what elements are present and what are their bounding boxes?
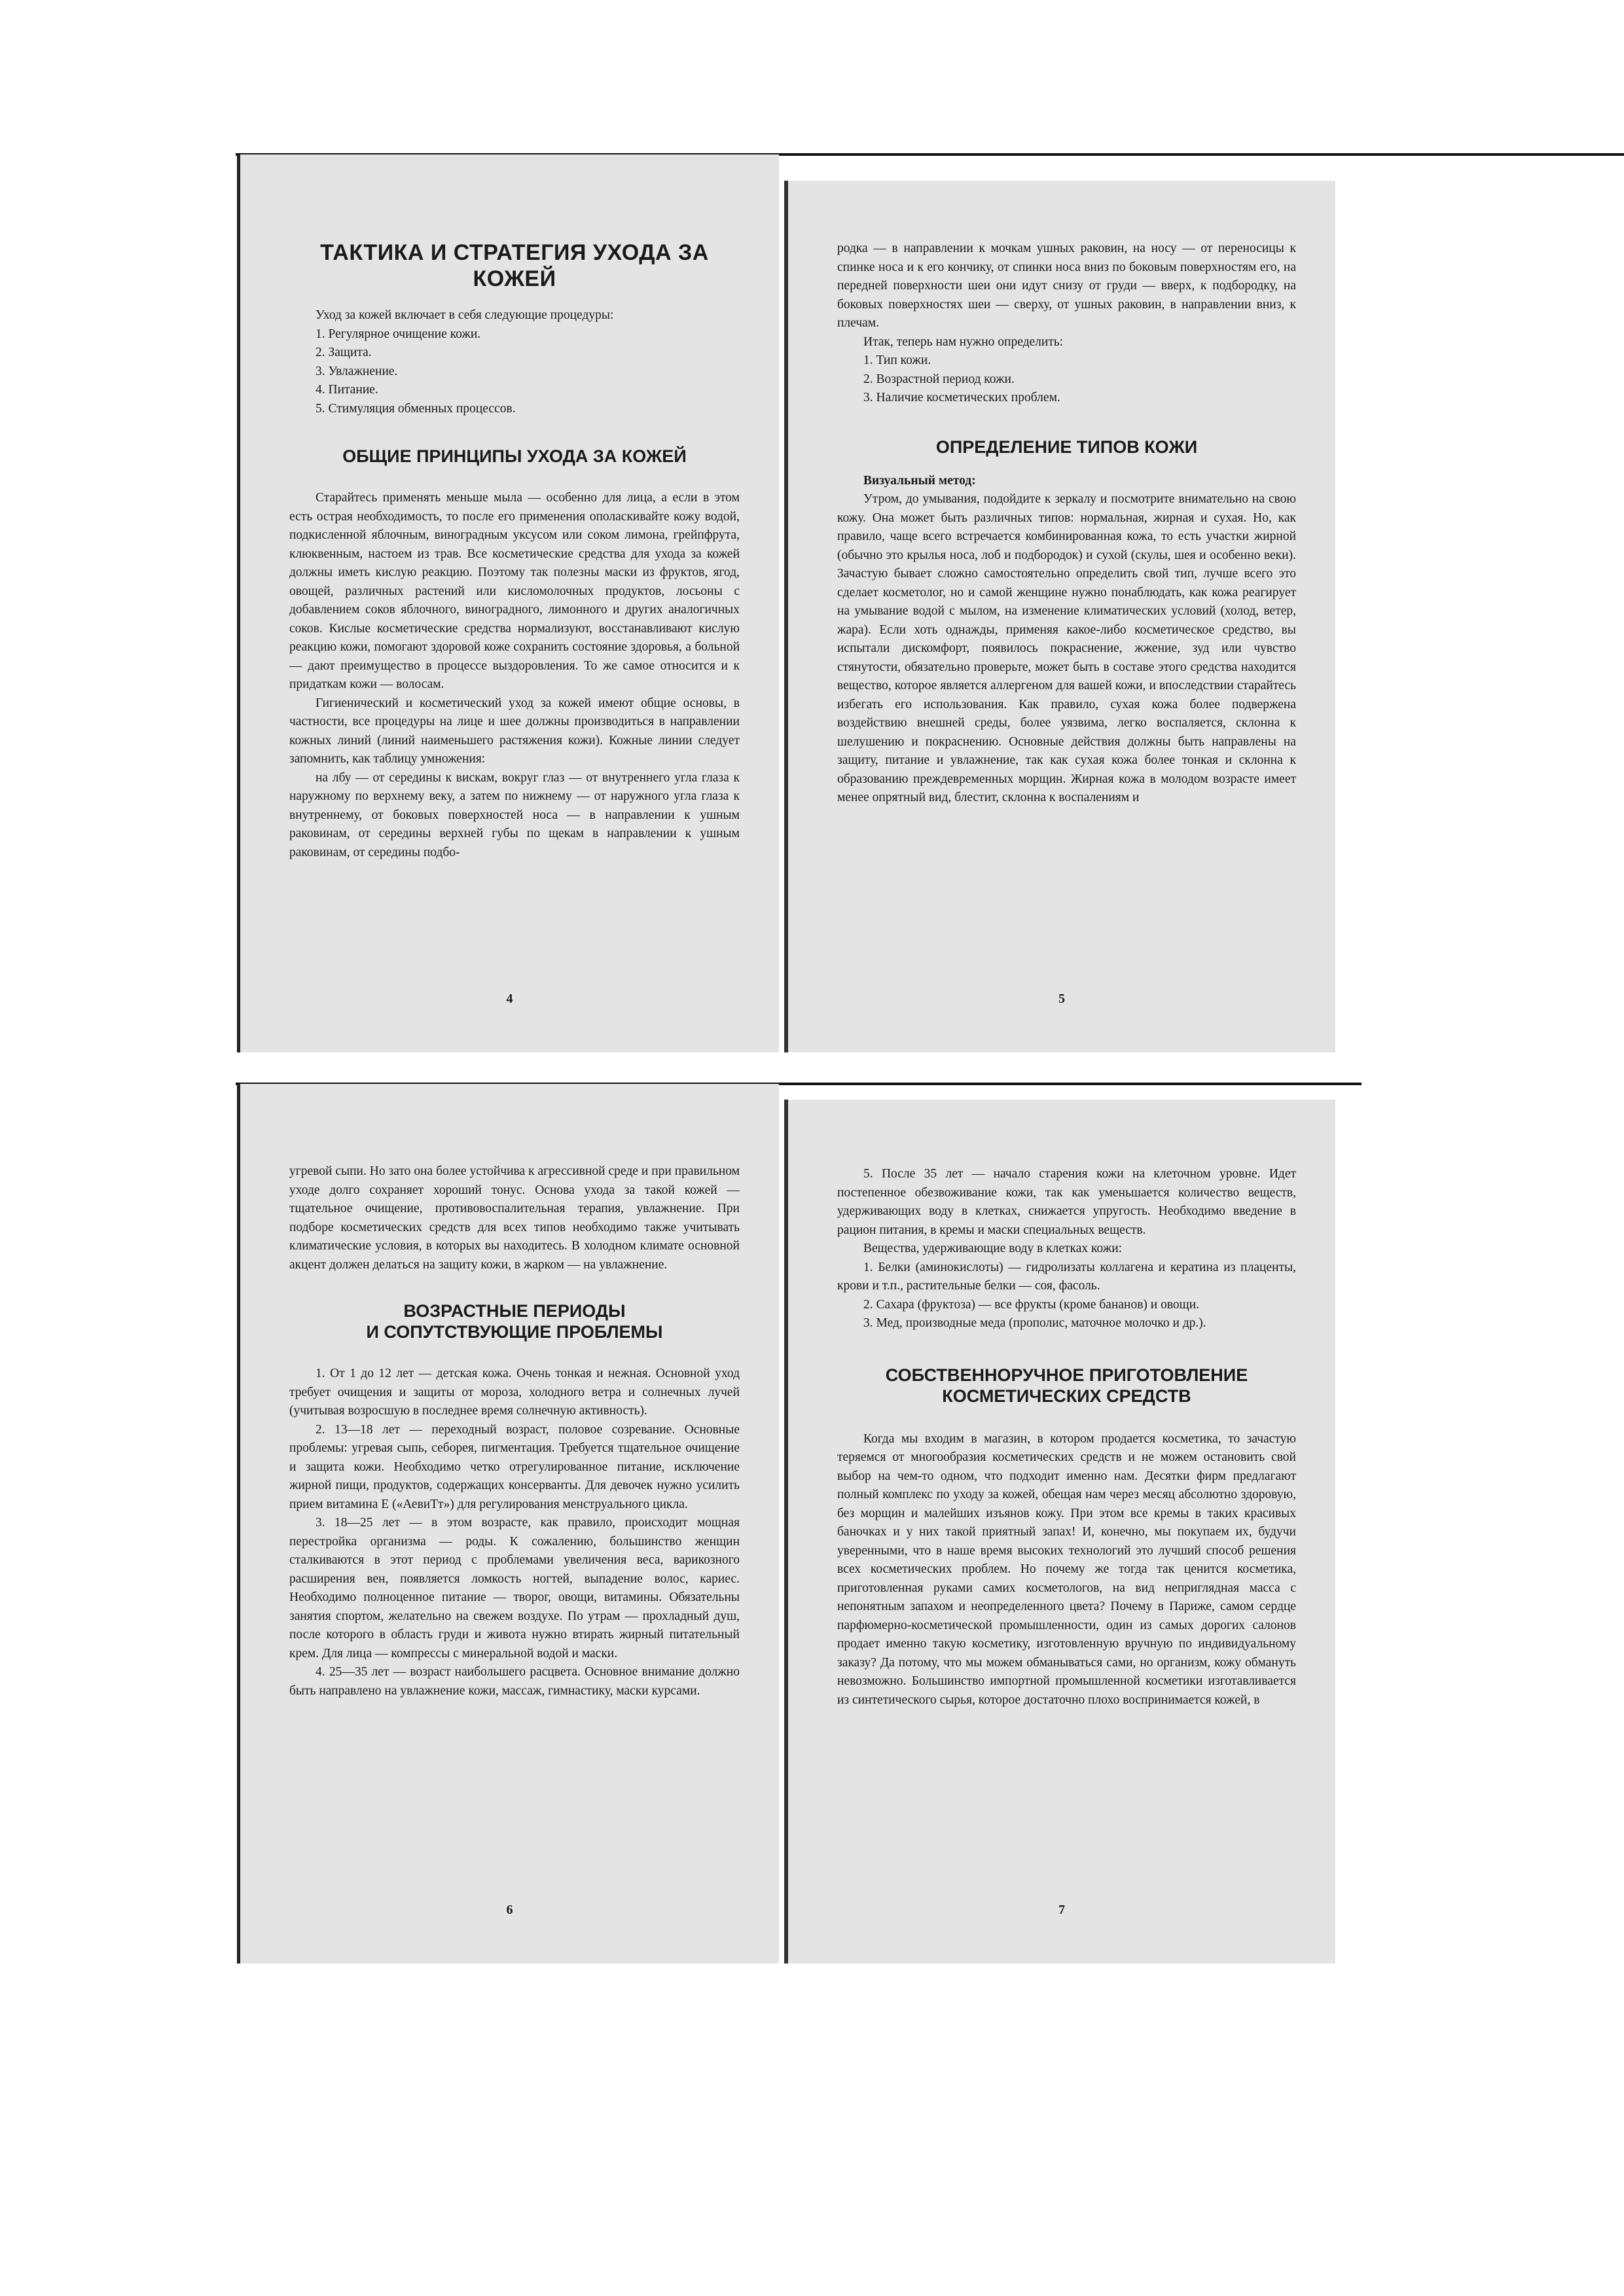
- section-heading: ОБЩИЕ ПРИНЦИПЫ УХОДА ЗА КОЖЕЙ: [342, 446, 687, 466]
- section-heading-line-2: И СОПУТСТВУЮЩИЕ ПРОБЛЕМЫ: [366, 1322, 663, 1342]
- paragraph: Уход за кожей включает в себя следующие процедуры:: [316, 308, 614, 322]
- list-item: 2. Сахара (фруктоза) — все фрукты (кроме бананов) и овощи.: [863, 1297, 1200, 1312]
- page-title: ТАКТИКА И СТРАТЕГИЯ УХОДА ЗА КОЖЕЙ: [320, 240, 709, 291]
- page-number: 6: [506, 1903, 513, 1917]
- list-item: 3. Наличие косметических проблем.: [863, 391, 1060, 404]
- list-item: 5. После 35 лет — начало старения кожи на клеточном уровне. Идет постепенное обезвоживание кожи, так как уменьшается количество веществ, удерживающих воду в клетках, снижается упругость. Необходимо введение в рацион питания, в кремы и маски специальных веществ.: [837, 1167, 1296, 1237]
- list-item: 1. Тип кожи.: [863, 353, 931, 367]
- section-heading-line-2: КОСМЕТИЧЕСКИХ СРЕДСТВ: [942, 1386, 1191, 1406]
- paragraph: Когда мы входим в магазин, в котором продается косметика, то зачастую теряемся от многообразия косметических средств и не можем остановить свой выбор на чем-то одном, что подходит именно нам. Десятки фирм предлагают полный комплекс по уходу за кожей, обещая нам через месяц абсолютно здоровую, без морщин и малейших изъянов кожу. При этом все кремы в таких красивых баночках и у них такой приятный запах! И, конечно, мы покупаем их, будучи уверенными, что в наше время высоких технологий это лучший способ решения всех косметических проблем. Но почему же тогда так ценится косметика, приготовленная руками самих косметологов, на вид неприглядная масса с непонятным запахом и неопределенного цвета? Почему в Париже, самом сердце парфюмерно-косметической промышленности, один из самых дорогих салонов продает именно такую косметику, изготовленную вручную по индивидуальному заказу? Да потому, что мы можем обманываться сами, но организм, кожу обмануть невозможно. Большинство импортной промышленной косметики изготавливается из синтетического сырья, которое достаточно плохо воспринимается кожей, в: [837, 1431, 1296, 1707]
- paragraph: Утром, до умывания, подойдите к зеркалу и посмотрите внимательно на свою кожу. Она может быть различных типов: нормальная, жирная и сухая. Но, как правило, чаще всего встречается комбинированная кожа, то есть участки жирной (обычно это крылья носа, лоб и подбородок) и сухой (скулы, шея и особенно веки). Зачастую бывает сложно самостоятельно определить свой тип, лучше всего это сделает косметолог, но и самой женщине нужно понаблюдать, как кожа реагирует на умывание водой с мылом, на изменение климатических условий (холод, ветер, жара). Если хоть однажды, применяя какое-либо косметическое средство, вы испытали дискомфорт, появилось покраснение, жжение, зуд или чувство стянутости, обязательно проверьте, может быть в составе этого средства находится вещество, которое является аллергеном для вашей кожи, и впоследствии старайтесь избегать его использования. Как правило, сухая кожа более подвержена воздействию внешней среды, более уязвима, легко воспаляется, склонна к шелушению и покраснению. Основные действия должны быть направлены на защиту, питание и увлажнение, так как сухая кожа более тонкая и склонна к образованию преждевременных морщин. Жирная кожа в молодом возрасте имеет менее опрятный вид, блестит, склонна к воспалениям и: [837, 492, 1296, 804]
- paragraph: Итак, теперь нам нужно определить:: [863, 334, 1064, 349]
- page-5-text: [837, 240, 1296, 808]
- section-heading: [289, 1300, 740, 1342]
- section-heading: [837, 1365, 1296, 1407]
- subheading: Визуальный метод:: [863, 473, 976, 488]
- list-item: 1. Белки (аминокислоты) — гидролизаты коллагена и кератина из плаценты, крови и т.п., растительные белки — соя, фасоль.: [837, 1260, 1296, 1293]
- page-7-text: [837, 1165, 1296, 1710]
- list-item: 1. Регулярное очищение кожи.: [316, 327, 481, 341]
- paragraph: родка — в направлении к мочкам ушных раковин, на носу — от переносицы к спинке носа и к его кончику, от спинки носа вниз по боковым поверхностям его, на передней поверхности шеи они идут снизу от груди — вверх, к подбородку, на боковых поверхностях шеи — сверху, от ушных раковин, в направлении вниз, к плечам.: [837, 242, 1296, 330]
- paragraph: Вещества, удерживающие воду в клетках кожи:: [863, 1242, 1123, 1255]
- paragraph: угревой сыпи. Но зато она более устойчива к агрессивной среде и при правильном уходе долго сохраняет хороший тонус. Основа ухода за такой кожей — тщательное очищение, противовоспалительная терапия, увлажнение. При подборе косметических средств для всех типов необходимо также учитывать климатические условия, в которых вы находитесь. В холодном климате основной акцент должен делаться на защиту кожи, в жарком — на увлажнение.: [289, 1164, 740, 1272]
- list-item: 3. 18—25 лет — в этом возрасте, как правило, происходит мощная перестройка организма — роды. К сожалению, большинство женщин сталкиваются в этот период с проблемами увеличения веса, варикозного расширения вен, появляется ломкость ногтей, выпадение волос, кариес. Необходимо полноценное питание — творог, овощи, витамины. Обязательны занятия спортом, желательно на свежем воздухе. По утрам — прохладный душ, после которого в область груди и живота нужно втирать жирный питательный крем. Для лица — компрессы с минеральной водой и маски.: [289, 1516, 740, 1660]
- list-item: 1. От 1 до 12 лет — детская кожа. Очень тонкая и нежная. Основной уход требует очищения и защиты от мороза, холодного ветра и солнечных лучей (учитывая возросшую в последнее время солнечную активность).: [289, 1367, 740, 1418]
- paragraph: Старайтесь применять меньше мыла — особенно для лица, а если в этом есть острая необходимость, то после его применения ополаскивайте кожу водой, подкисленной яблочным, виноградным уксусом или соком лимона, грейпфрута, клюквенным, настоем из трав. Все косметические средства для ухода за кожей должны иметь кислую реакцию. Поэтому так полезны маски из фруктов, ягод, овощей, различных растений или кисломолочных продуктов, лосьоны с добавлением соков яблочного, виноградного, лимонного и других аналогичных соков. Кислые косметические средства нормализуют, восстанавливают кислую реакцию кожи, помогают здоровой коже сохранить состояние здоровья, а больной — дают преимущество в процессе выздоровления. То же самое относится и к придаткам кожи — волосам.: [289, 491, 740, 691]
- list-item: 3. Мед, производные меда (прополис, маточное молочко и др.).: [863, 1316, 1206, 1330]
- list-item: 2. Возрастной период кожи.: [863, 372, 1015, 386]
- section-heading-line-1: ВОЗРАСТНЫЕ ПЕРИОДЫ: [403, 1301, 626, 1321]
- page-6: [237, 1084, 779, 1964]
- page-5: [784, 181, 1335, 1052]
- paragraph: на лбу — от середины к вискам, вокруг глаз — от внутреннего угла глаза к наружному по верхнему веку, а затем по нижнему — от наружного угла глаза к внутреннему, от боковых поверхностей носа — в направлении к ушным раковинам, от середины верхней губы по щекам в направлении к ушным раковинам, от середины подбо-: [289, 770, 740, 859]
- list-item: 5. Стимуляция обменных процессов.: [316, 401, 516, 416]
- list-item: 3. Увлажнение.: [316, 364, 398, 378]
- paragraph: Гигиенический и косметический уход за кожей имеют общие основы, в частности, все процедуры на лице и шее должны производиться в направлении кожных линий (линий наименьшего растяжения кожи). Кожные линии следует запомнить, как таблицу умножения:: [289, 696, 740, 766]
- section-heading-line-1: СОБСТВЕННОРУЧНОЕ ПРИГОТОВЛЕНИЕ: [885, 1365, 1248, 1385]
- list-item: 2. 13—18 лет — переходный возраст, половое созревание. Основные проблемы: угревая сыпь, себорея, пигментация. Требуется тщательное очищение и защита кожи. Необходимо четко отрегулированное питание, исключение жирной пищи, продуктов, содержащих консерванты. Для девочек нужно усилить прием витамина Е («АевиТт») для регулирования менструального цикла.: [289, 1422, 740, 1511]
- page-number: 5: [1058, 992, 1065, 1006]
- list-item: 4. 25—35 лет — возраст наибольшего расцвета. Основное внимание должно быть направлено на увлажнение кожи, массаж, гимнастику, маски курсами.: [289, 1665, 740, 1698]
- page-4-text: [289, 194, 740, 862]
- page-number: 4: [506, 992, 513, 1006]
- page-number: 7: [1058, 1903, 1065, 1917]
- section-heading: ОПРЕДЕЛЕНИЕ ТИПОВ КОЖИ: [935, 437, 1198, 457]
- list-item: 4. Питание.: [316, 383, 378, 397]
- page-4: [237, 154, 779, 1052]
- page-7: [784, 1100, 1335, 1964]
- page-6-text: [289, 1162, 740, 1700]
- list-item: 2. Защита.: [316, 346, 372, 359]
